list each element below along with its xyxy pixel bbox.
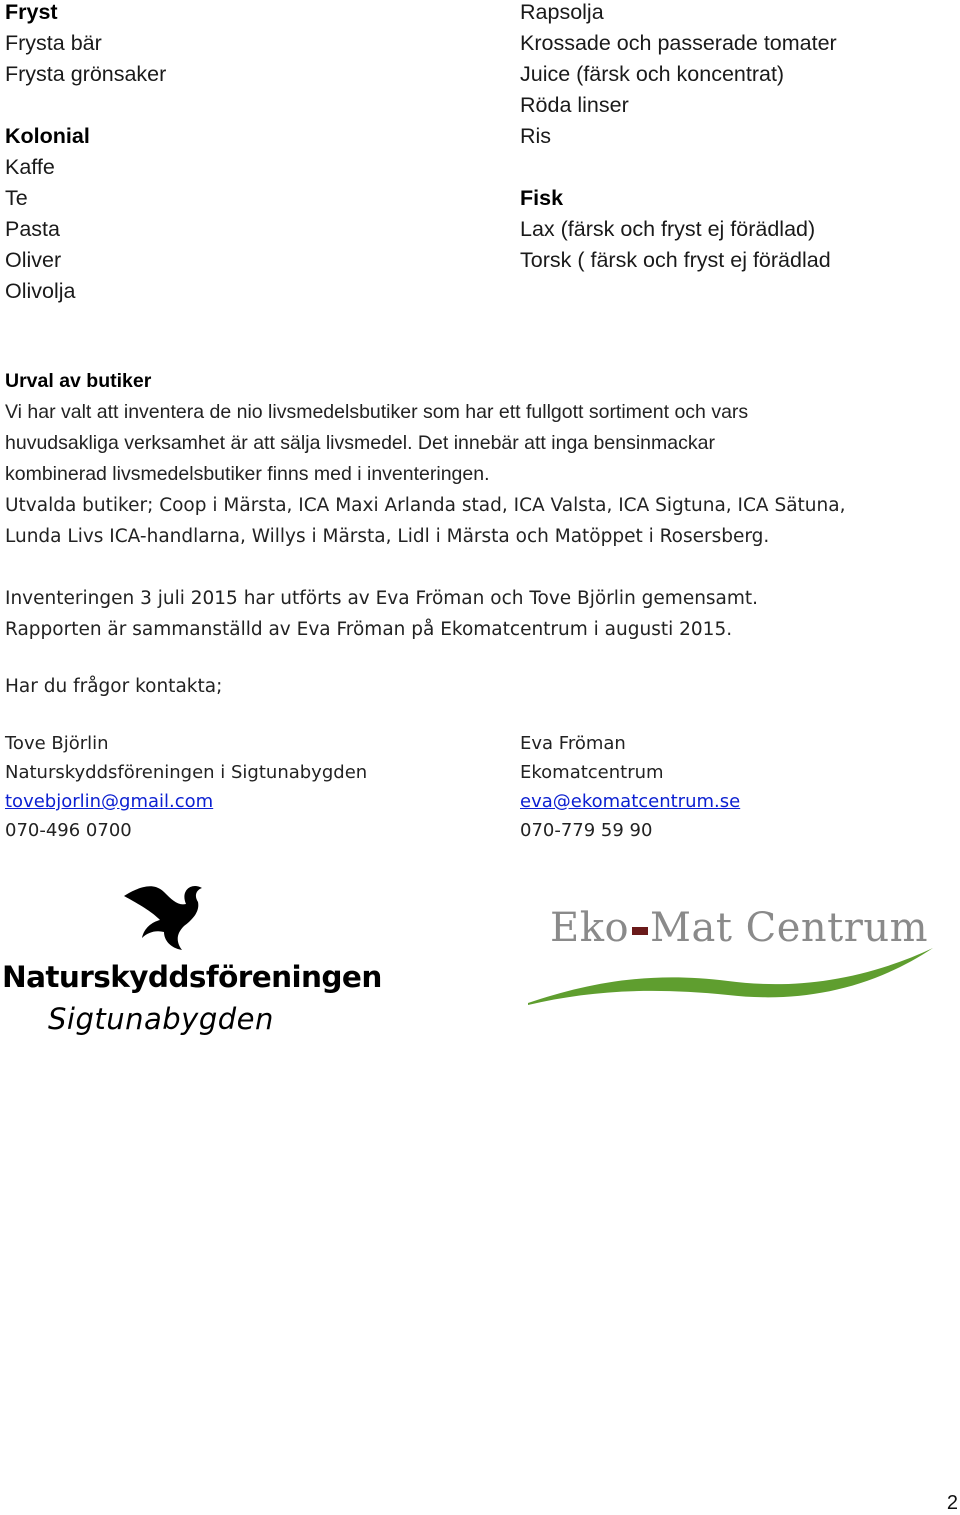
list-item: Lax (färsk och fryst ej förädlad) — [520, 217, 816, 241]
list-item: Krossade och passerade tomater — [520, 31, 837, 55]
logo-line-2: Sigtunabygden — [48, 1002, 274, 1036]
list-item: Pasta — [5, 217, 60, 241]
ekomatcentrum-logo — [528, 905, 938, 1010]
list-item: Torsk ( färsk och fryst ej förädlad — [520, 248, 831, 272]
contact-phone: 070-779 59 90 — [520, 820, 653, 841]
logo-line-1: Naturskyddsföreningen — [2, 960, 382, 994]
page-number: 2 — [946, 1492, 958, 1514]
urval-section — [5, 366, 748, 490]
green-swoosh-icon — [528, 943, 938, 1008]
utvalda-paragraph — [5, 490, 845, 552]
contact-name: Eva Fröman — [520, 733, 626, 754]
fryst-heading: Fryst — [5, 0, 58, 24]
logo-matcentrum-text: Mat Centrum — [650, 905, 929, 951]
right-column — [520, 0, 837, 276]
contact-name: Tove Björlin — [5, 733, 109, 754]
email-link[interactable]: eva@ekomatcentrum.se — [520, 791, 741, 812]
paragraph-line: huvudsakliga verksamhet är att sälja livsmedel. Det innebär att inga bensinmackar — [5, 432, 715, 454]
contact-org: Naturskyddsföreningen i Sigtunabygden — [5, 762, 368, 783]
kolonial-heading: Kolonial — [5, 124, 90, 148]
urval-heading: Urval av butiker — [5, 370, 152, 392]
paragraph-line: kombinerad livsmedelsbutiker finns med i inventeringen. — [5, 463, 490, 485]
left-column — [5, 0, 166, 307]
list-item: Oliver — [5, 248, 62, 272]
fisk-heading: Fisk — [520, 186, 564, 210]
list-item: Kaffe — [5, 155, 55, 179]
logo-eko-text: Eko — [550, 905, 630, 951]
paragraph-line: Lunda Livs ICA-handlarna, Willys i Märsta, Lidl i Märsta och Matöppet i Rosersberg. — [5, 526, 770, 547]
list-item: Rapsolja — [520, 0, 604, 24]
naturskyddsforeningen-logo — [0, 882, 382, 1047]
contact-card-left — [5, 729, 367, 845]
paragraph-line: Vi har valt att inventera de nio livsmedelsbutiker som har ett fullgott sortiment och vars — [5, 401, 749, 423]
list-item: Juice (färsk och koncentrat) — [520, 62, 785, 86]
contact-prompt-text: Har du frågor kontakta; — [5, 676, 223, 697]
logo-dash — [632, 927, 648, 935]
list-item: Te — [5, 186, 28, 210]
inventering-paragraph — [5, 583, 758, 645]
paragraph-line: Inventeringen 3 juli 2015 har utförts av Eva Fröman och Tove Björlin gemensamt. — [5, 588, 759, 609]
list-item: Olivolja — [5, 279, 76, 303]
contact-org: Ekomatcentrum — [520, 762, 664, 783]
paragraph-line: Utvalda butiker; Coop i Märsta, ICA Maxi Arlanda stad, ICA Valsta, ICA Sigtuna, ICA Sätuna, — [5, 495, 846, 516]
contact-prompt — [5, 671, 222, 702]
email-link[interactable]: tovebjorlin@gmail.com — [5, 791, 214, 812]
contact-phone: 070-496 0700 — [5, 820, 132, 841]
paragraph-line: Rapporten är sammanställd av Eva Fröman på Ekomatcentrum i augusti 2015. — [5, 619, 733, 640]
list-item: Frysta grönsaker — [5, 62, 167, 86]
list-item: Frysta bär — [5, 31, 102, 55]
list-item: Ris — [520, 124, 552, 148]
swallow-bird-icon — [120, 882, 205, 954]
contact-card-right — [520, 729, 740, 845]
list-item: Röda linser — [520, 93, 629, 117]
